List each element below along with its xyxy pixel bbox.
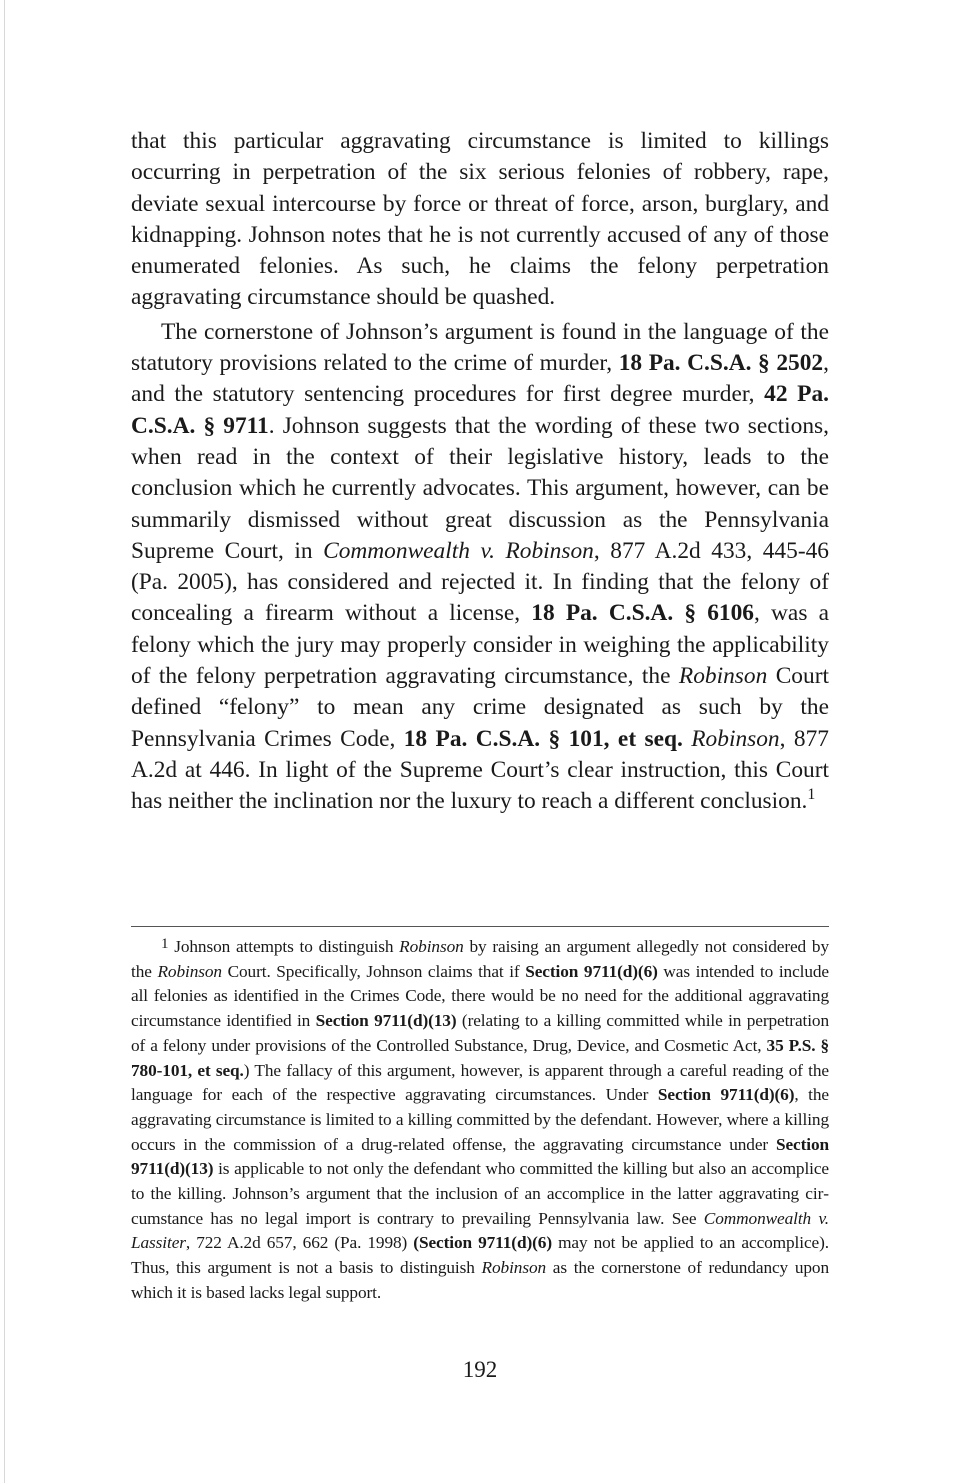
statute-citation: 42 Pa. C.S.A. § 9711 [131, 381, 829, 439]
paragraph-2 [131, 317, 829, 818]
footnote-reference: 1 [807, 786, 816, 804]
case-name: Robinson [678, 663, 768, 690]
text-run: , the aggravating circumstance is limited to a killing committed by the defendant. However, where a killing occurs in the commission of a drug-related offense, the aggravating circumstance under [131, 1085, 829, 1154]
text-run: , was a felony which the jury may properly consider in weighing the applicability of the felony perpetration aggravating circumstance, the [131, 600, 829, 690]
text-run: The cornerstone of Johnson’s argument is found in the language of the statutory provisions related to the crime of murder, [131, 318, 829, 377]
case-name: Robinson [157, 961, 222, 981]
text-run [683, 726, 691, 752]
text-run: , 877 A.2d at 446. In light of the Supreme Court’s clear instruction, this Court has neither the inclination nor the luxury to reach a different conclusion. [131, 725, 829, 815]
body-text [131, 126, 829, 818]
text-run: was intended to include all felonies as identified in the Crimes Code, there would be no need for the additional aggravating circumstance identified in [131, 961, 830, 1031]
text-run: is applicable to not only the defendant who committed the killing but also an accomplice to the killing. Johnson’s argument that the inclusion of an accomplice in the latter aggravating circumstance has no legal import is contrary to prevailing Pennsylvania law. See [131, 1159, 829, 1228]
text-run: (relating to a killing committed while in perpetration of a felony under provisions of the Controlled Substance, Drug, Device, and Cosmetic Act, [131, 1011, 830, 1055]
page-edge-line [4, 0, 5, 1483]
statute-citation: Section 9711(d)(6) [657, 1085, 795, 1105]
footnote-1 [131, 935, 829, 1306]
case-name: Robinson [481, 1258, 547, 1278]
text-run: by raising an argument allegedly not considered by the [131, 937, 829, 981]
statute-citation: 18 Pa. C.S.A. § 6106 [531, 600, 755, 627]
case-name: Commonwealth v. Robinson [323, 537, 594, 564]
text-run: as the cornerstone of redundancy upon which it is based lacks legal support. [131, 1258, 829, 1302]
footnote-number: 1 [161, 936, 169, 952]
case-name: Commonwealth v. Lassiter [131, 1208, 829, 1253]
text-run: that this particular aggravating circumstance is limited to killings occurring in perpetration of the six serious felonies of robbery, rape, deviate sexual intercourse by force or threat of force, arson, burglary, and kidnapping. Johnson notes that he is not currently accused of any of those enumerated felonies. As such, he claims the felony perpetration aggravating circumstance should be quashed. [131, 128, 829, 311]
paragraph-1 [131, 126, 829, 314]
statute-citation: 18 Pa. C.S.A. § 101, et seq. [403, 725, 683, 752]
statute-citation: Section 9711(d)(13) [315, 1011, 457, 1031]
text-run: may not be applied to an accomplice). Thus, this argument is not a basis to distinguish [131, 1233, 829, 1278]
statute-citation: Section 9711(d)(6) [525, 961, 658, 981]
footnotes [131, 935, 829, 1306]
page-number: 192 [462, 1357, 498, 1382]
text-run: ) The fallacy of this argument, however, is apparent through a careful reading of the language for each of the respective aggravating circumstances. Under [131, 1060, 829, 1105]
footnote-divider [131, 926, 829, 927]
text-run: Court defined “felony” to mean any crime designated as such by the Pennsylvania Crimes Code, [131, 663, 829, 752]
case-name: Robinson [691, 725, 780, 752]
text-run: , and the statutory sentencing procedures for first degree murder, [131, 350, 829, 408]
case-name: Robinson [399, 937, 464, 956]
text-run: . Johnson suggests that the wording of these two sections, when read in the context of their legislative history, leads to the conclusion which he currently advocates. This argument, however, can be summarily dismissed without great discussion as the Pennsylvania Supreme Court, in [131, 412, 829, 564]
statute-citation: (Section 9711(d)(6) [413, 1233, 552, 1253]
text-run: , 877 A.2d 433, 445-46 (Pa. 2005), has considered and rejected it. In finding that the felony of concealing a firearm without a license, [131, 537, 829, 627]
statute-citation: Section 9711(d)(13) [131, 1134, 829, 1179]
statute-citation: 18 Pa. C.S.A. § 2502 [618, 350, 824, 377]
text-run: , 722 A.2d 657, 662 (Pa. 1998) [185, 1233, 414, 1253]
text-run: Court. Specifically, Johnson claims that if [221, 961, 526, 981]
text-run: Johnson attempts to distinguish [168, 937, 400, 956]
statute-citation: 35 P.S. § 780-101, et seq. [131, 1035, 829, 1080]
